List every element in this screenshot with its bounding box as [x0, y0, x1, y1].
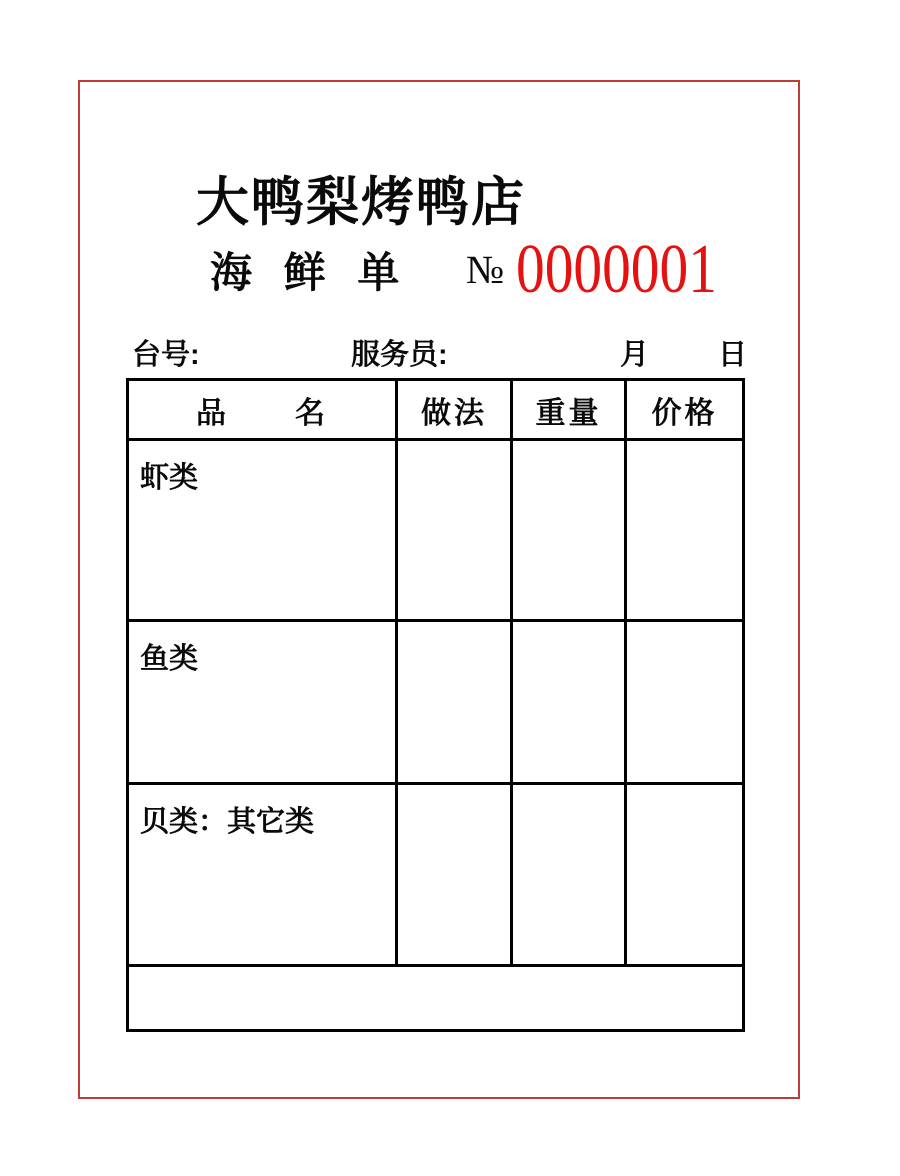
- header-item-name: 品 名: [129, 381, 398, 441]
- day-label: 日: [718, 339, 748, 371]
- row-fish-weight-cell: [513, 622, 627, 785]
- row-fish-category: 鱼类: [129, 622, 398, 785]
- row-shellfish-preparation-cell: [398, 785, 513, 967]
- row-shrimp-price-cell: [627, 441, 742, 622]
- row-shrimp-preparation-cell: [398, 441, 513, 622]
- row-fish-price-cell: [627, 622, 742, 785]
- header-preparation: 做法: [398, 381, 513, 441]
- notes-cell: [129, 967, 742, 1029]
- header-price: 价格: [627, 381, 742, 441]
- row-shellfish-price-cell: [627, 785, 742, 967]
- restaurant-title: 大鸭梨烤鸭店: [196, 174, 526, 232]
- row-shellfish-weight-cell: [513, 785, 627, 967]
- serial-number-prefix: №: [466, 247, 505, 292]
- order-table: [126, 378, 745, 1032]
- row-shellfish-category: 贝类：其它类: [129, 785, 398, 967]
- month-label: 月: [620, 339, 650, 371]
- row-shrimp-category: 虾类: [129, 441, 398, 622]
- form-subtitle: 海 鲜 单: [210, 249, 401, 296]
- server-label: 服务员:: [351, 339, 448, 371]
- row-shrimp-weight-cell: [513, 441, 627, 622]
- row-fish-preparation-cell: [398, 622, 513, 785]
- serial-number: 0000001: [516, 231, 717, 308]
- header-weight: 重量: [513, 381, 627, 441]
- table-no-label: 台号:: [132, 339, 200, 371]
